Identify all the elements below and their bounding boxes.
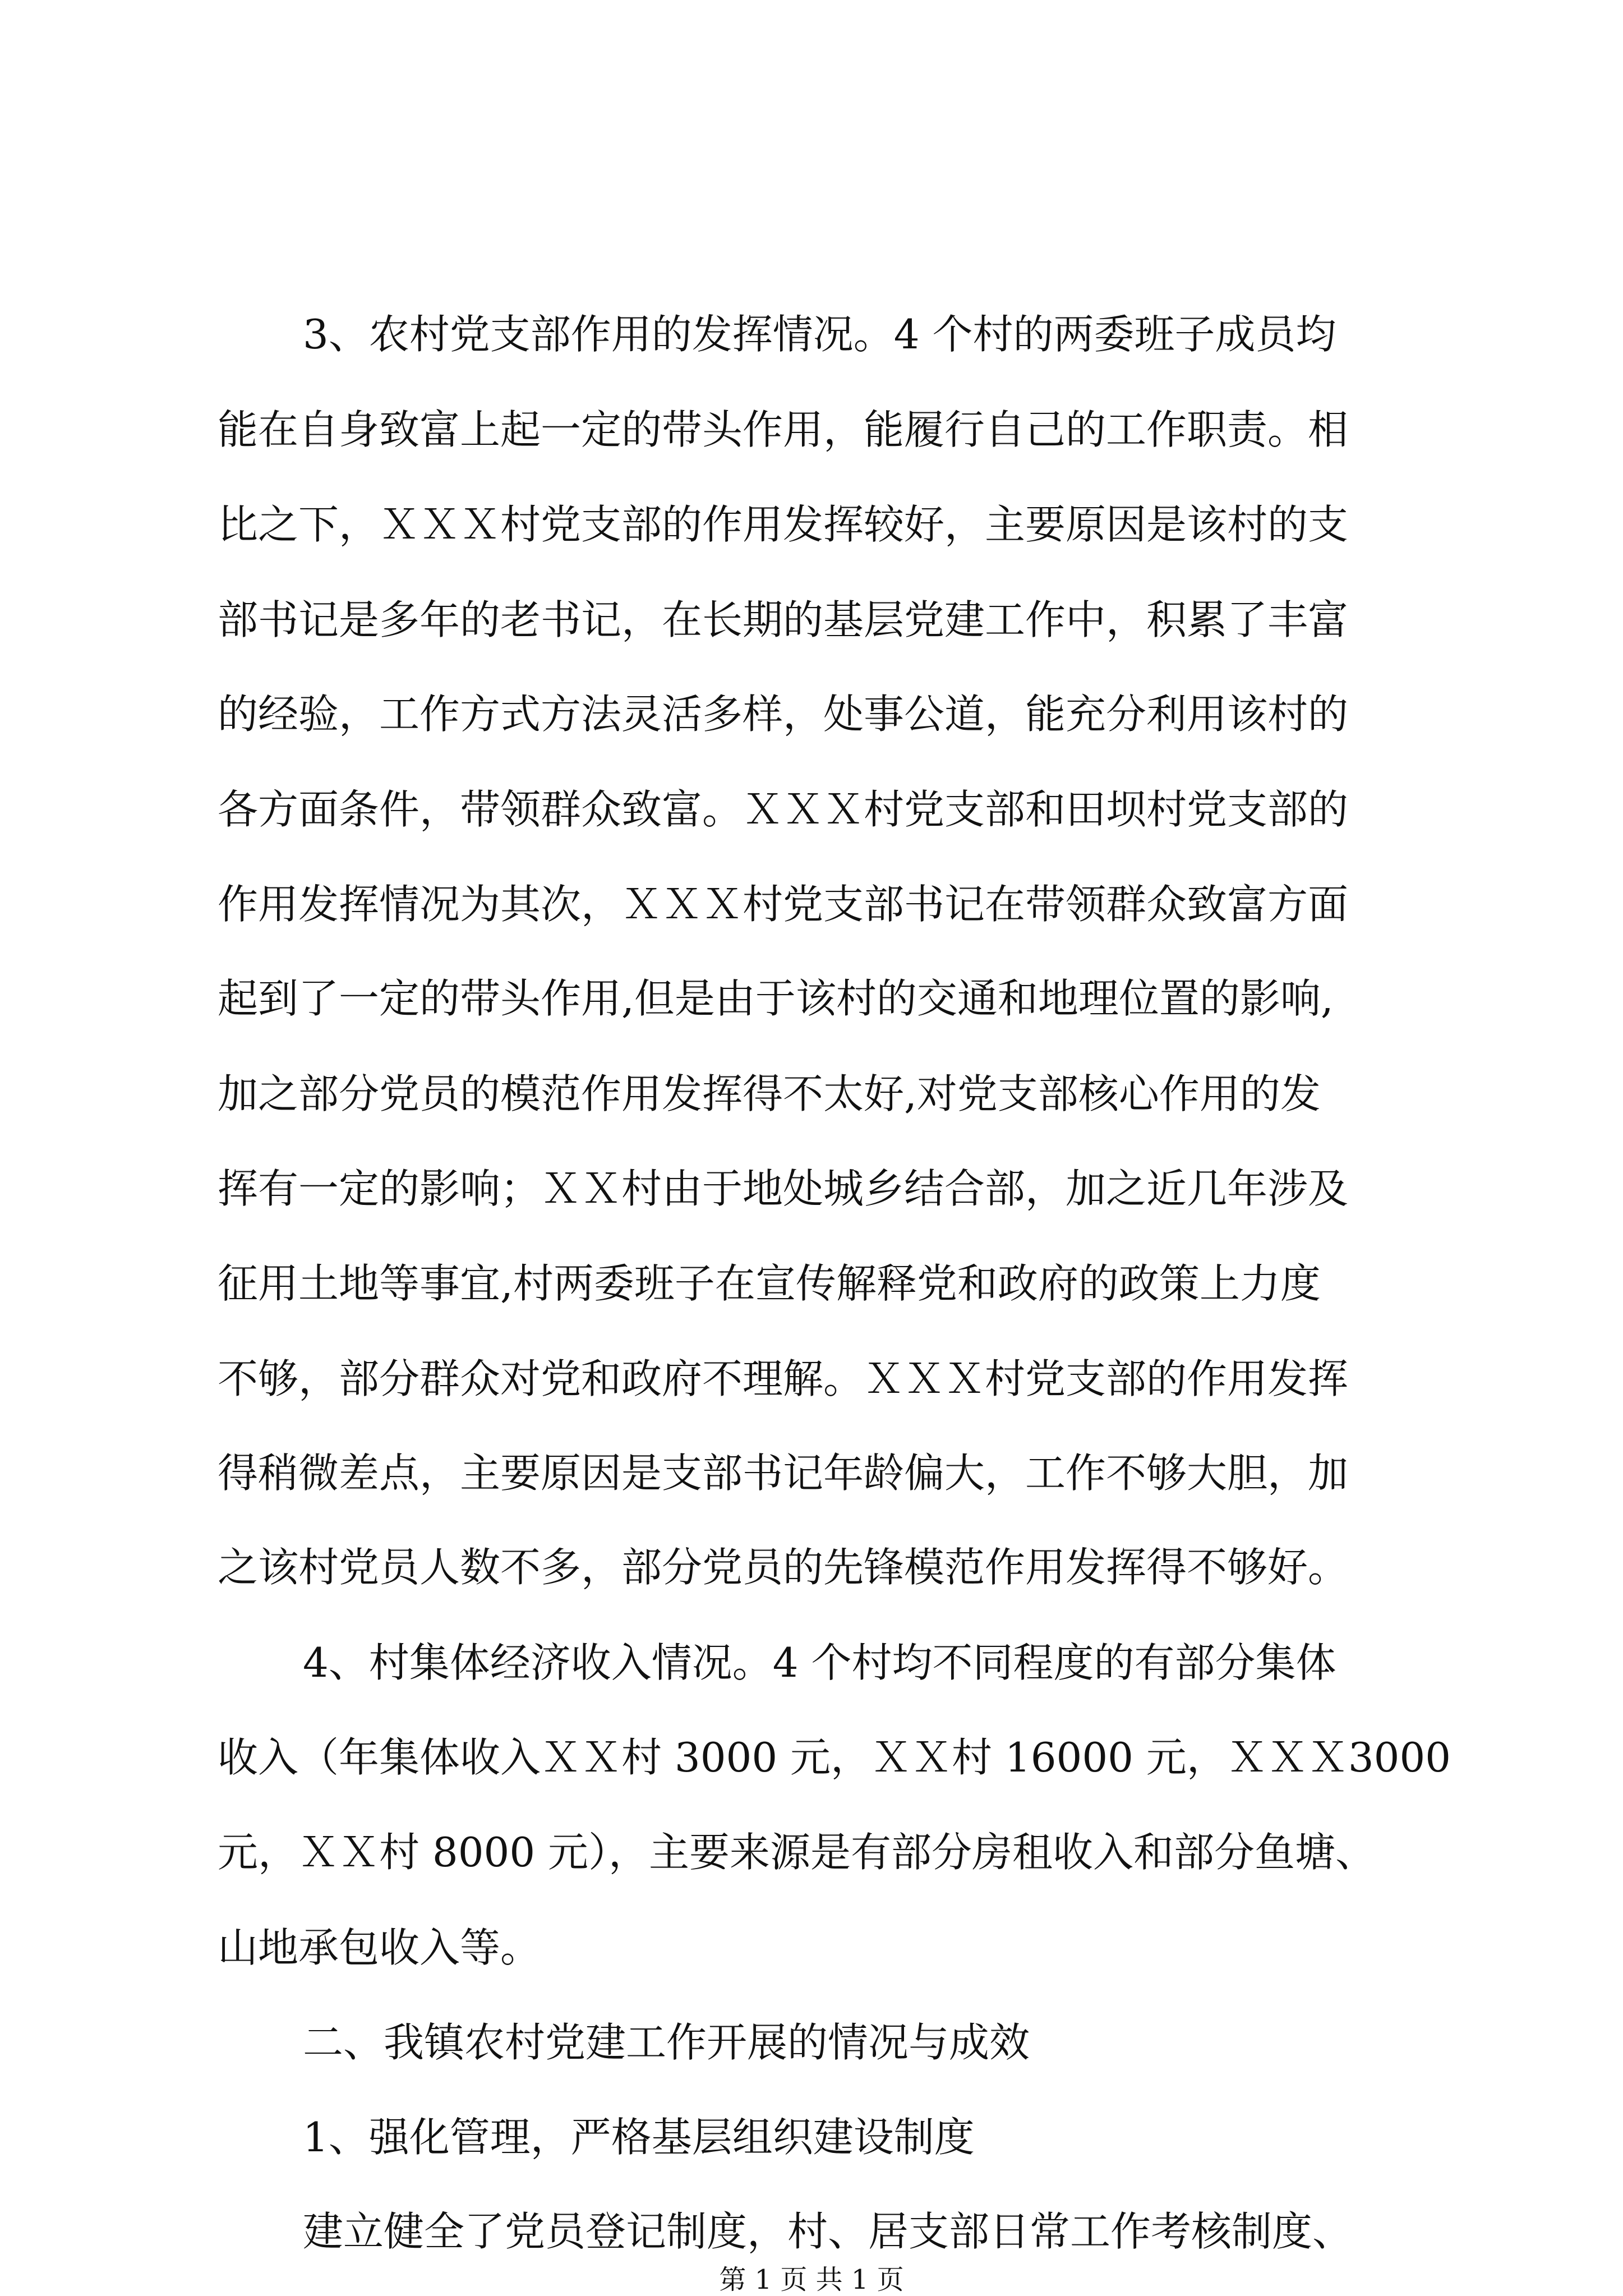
text-line-14: 之该村党员人数不多，部分党员的先锋模范作用发挥得不够好。	[218, 1544, 1349, 1591]
text-line-2: 能在自身致富上起一定的带头作用，能履行自己的工作职责。相	[218, 406, 1349, 453]
text-line-12: 不够，部分群众对党和政府不理解。ＸＸＸ村党支部的作用发挥	[218, 1355, 1349, 1402]
text-line-6: 各方面条件，带领群众致富。ＸＸＸ村党支部和田坝村党支部的	[218, 786, 1349, 833]
text-line-10: 挥有一定的影响；ＸＸ村由于地处城乡结合部，加之近几年涉及	[218, 1165, 1349, 1212]
text-line-17: 元，ＸＸ村 8000 元），主要来源是有部分房租收入和部分鱼塘、	[218, 1829, 1376, 1876]
subsection-heading: 1、强化管理，严格基层组织建设制度	[303, 2114, 975, 2161]
text-line-21: 建立健全了党员登记制度，村、居支部日常工作考核制度、	[303, 2208, 1353, 2255]
text-line-16: 收入（年集体收入ＸＸ村 3000 元，ＸＸ村 16000 元，ＸＸＸ3000	[218, 1734, 1451, 1781]
text-line-3: 比之下，ＸＸＸ村党支部的作用发挥较好，主要原因是该村的支	[218, 501, 1349, 548]
text-line-13: 得稍微差点，主要原因是支部书记年龄偏大，工作不够大胆，加	[218, 1450, 1349, 1497]
text-line-11: 征用土地等事宜,村两委班子在宣传解释党和政府的政策上力度	[218, 1260, 1321, 1307]
text-line-5: 的经验，工作方式方法灵活多样，处事公道，能充分利用该村的	[218, 691, 1349, 738]
section-heading: 二、我镇农村党建工作开展的情况与成效	[303, 2019, 1030, 2066]
text-line-15: 4、村集体经济收入情况。4 个村均不同程度的有部分集体	[303, 1639, 1336, 1686]
text-line-18: 山地承包收入等。	[218, 1924, 541, 1971]
text-line-9: 加之部分党员的模范作用发挥得不太好,对党支部核心作用的发	[218, 1070, 1321, 1117]
text-line-4: 部书记是多年的老书记，在长期的基层党建工作中，积累了丰富	[218, 596, 1349, 643]
page-footer: 第 1 页 共 1 页	[719, 2264, 904, 2295]
text-line-8: 起到了一定的带头作用,但是由于该村的交通和地理位置的影响,	[218, 975, 1334, 1022]
text-line-1: 3、农村党支部作用的发挥情况。4 个村的两委班子成员均	[303, 311, 1336, 358]
text-line-7: 作用发挥情况为其次，ＸＸＸ村党支部书记在带领群众致富方面	[218, 881, 1349, 928]
